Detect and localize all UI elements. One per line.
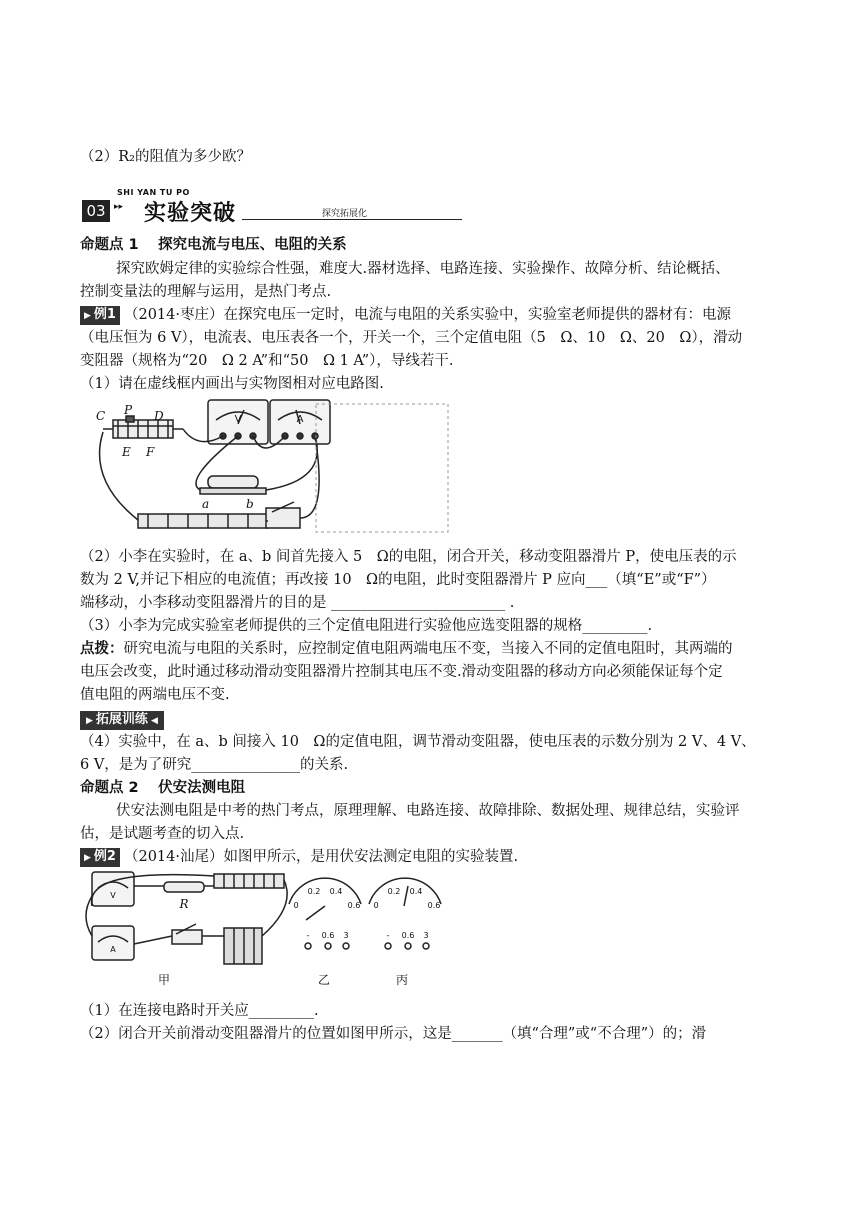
example1-tag: ▶ 例1: [80, 306, 120, 325]
example2-figure: [84, 866, 464, 992]
svg-text:0.4: 0.4: [409, 887, 423, 896]
extension-tag: ▶ 拓展训练 ◀: [80, 711, 164, 730]
tip-line3: 值电阻的两端电压不变.: [80, 687, 230, 703]
example1-q4-line2: 6 V，是为了研究_______________的关系.: [80, 757, 349, 773]
example1-line2: （电压恒为 6 V），电流表、电压表各一个，开关一个，三个定值电阻（5 Ω、10 Ω、20 Ω），滑动: [80, 330, 743, 346]
tip-label: 点拨：: [80, 641, 124, 657]
svg-text:0.4: 0.4: [329, 887, 343, 896]
banner-subtitle: 探究拓展化: [322, 209, 368, 219]
svg-text:0.6: 0.6: [347, 901, 361, 910]
example2-q2: （2）闭合开关前滑动变阻器滑片的位置如图甲所示，这是_______（填“合理”或“不合理”）的；滑: [80, 1026, 707, 1042]
svg-text:0.2: 0.2: [307, 887, 321, 896]
label-f: F: [146, 445, 155, 459]
example1-line1: ▶ 例1 （2014·枣庄）在探究电压一定时，电流与电阻的关系实验中，实验室老师提供的器材有：电源: [80, 304, 731, 326]
example2-q1: （1）在连接电路时开关应_________.: [80, 1003, 319, 1019]
voltmeter-label: V: [234, 414, 242, 425]
figure-jia-label: 甲: [157, 973, 171, 987]
amp-label: A: [110, 945, 116, 954]
label-a: a: [202, 497, 210, 511]
banner-number: 03: [82, 200, 110, 222]
label-b: b: [246, 497, 254, 511]
example1-circuit-figure: [88, 390, 458, 536]
topic2-intro-2: 估，是试题考查的切入点.: [80, 826, 245, 842]
example1-q3: （3）小李为完成实验室老师提供的三个定值电阻进行实验他应选变阻器的规格_________.: [80, 618, 653, 634]
tip-line2: 电压会改变，此时通过移动滑动变阻器滑片控制其电压不变.滑动变阻器的移动方向必须能保证每个定: [80, 664, 723, 680]
example1-q1: （1）请在虚线框内画出与实物图相对应电路图.: [80, 376, 384, 392]
topic1-intro-2: 控制变量法的理解与运用，是热门考点.: [80, 284, 332, 300]
ammeter-label: A: [296, 414, 304, 425]
figure-yi-label: 乙: [317, 973, 331, 987]
tip-line1: 点拨：研究电流与电阻的关系时，应控制定值电阻两端电压不变，当接入不同的定值电阻时，其两端的: [80, 641, 733, 657]
svg-text:0.6: 0.6: [401, 931, 415, 940]
topic2-heading: 命题点 2 伏安法测电阻: [80, 780, 246, 796]
svg-text:-: -: [306, 931, 310, 940]
label-d: D: [154, 409, 164, 423]
label-p: P: [124, 403, 133, 417]
label-e: E: [122, 445, 131, 459]
topic1-heading: 命题点 1 探究电流与电压、电阻的关系: [80, 237, 347, 253]
banner-title: 实验突破: [144, 201, 237, 226]
example2-line1: ▶ 例2 （2014·汕尾）如图甲所示，是用伏安法测定电阻的实验装置.: [80, 846, 518, 868]
example1-q4-line1: （4）实验中，在 a、b 间接入 10 Ω的定值电阻，调节滑动变阻器，使电压表的示数分别为 2 V、4 V、: [80, 734, 756, 750]
section-banner: [82, 188, 382, 228]
prev-question-2: （2）R₂的阻值为多少欧？: [80, 149, 251, 165]
svg-text:3: 3: [343, 931, 349, 940]
svg-text:-: -: [386, 931, 390, 940]
example2-tag: ▶ 例2: [80, 848, 120, 867]
svg-text:3: 3: [423, 931, 429, 940]
svg-text:0.2: 0.2: [387, 887, 401, 896]
svg-text:0.6: 0.6: [427, 901, 441, 910]
extension-heading: [80, 708, 164, 730]
banner-pinyin: SHI YAN TU PO: [117, 188, 190, 197]
svg-text:0: 0: [293, 901, 299, 910]
resistor-label: R: [179, 897, 189, 911]
banner-rule: [242, 219, 462, 220]
topic2-intro-1: 伏安法测电阻是中考的热门考点，原理理解、电路连接、故障排除、数据处理、规律总结，实验评: [116, 803, 740, 819]
example1-line3: 变阻器（规格为“20 Ω 2 A”和“50 Ω 1 A”），导线若干.: [80, 353, 454, 369]
label-c: C: [96, 409, 106, 423]
volt-label: V: [110, 891, 116, 900]
topic1-intro-1: 探究欧姆定律的实验综合性强，难度大.器材选择、电路连接、实验操作、故障分析、结论概括、: [116, 261, 730, 277]
figure-bing-label: 丙: [395, 973, 409, 987]
example1-q2-line3: 端移动，小李移动变阻器滑片的目的是 ________________________ .: [80, 595, 515, 611]
svg-text:0: 0: [373, 901, 379, 910]
example1-q2-line2: 数为 2 V,并记下相应的电流值；再改接 10 Ω的电阻，此时变阻器滑片 P 应向___（填“E”或“F”）: [80, 572, 716, 588]
banner-arrows-icon: ▸▸: [114, 202, 124, 212]
svg-text:0.6: 0.6: [321, 931, 335, 940]
example1-q2-line1: （2）小李在实验时，在 a、b 间首先接入 5 Ω的电阻，闭合开关，移动变阻器滑片 P，使电压表的示: [80, 549, 737, 565]
